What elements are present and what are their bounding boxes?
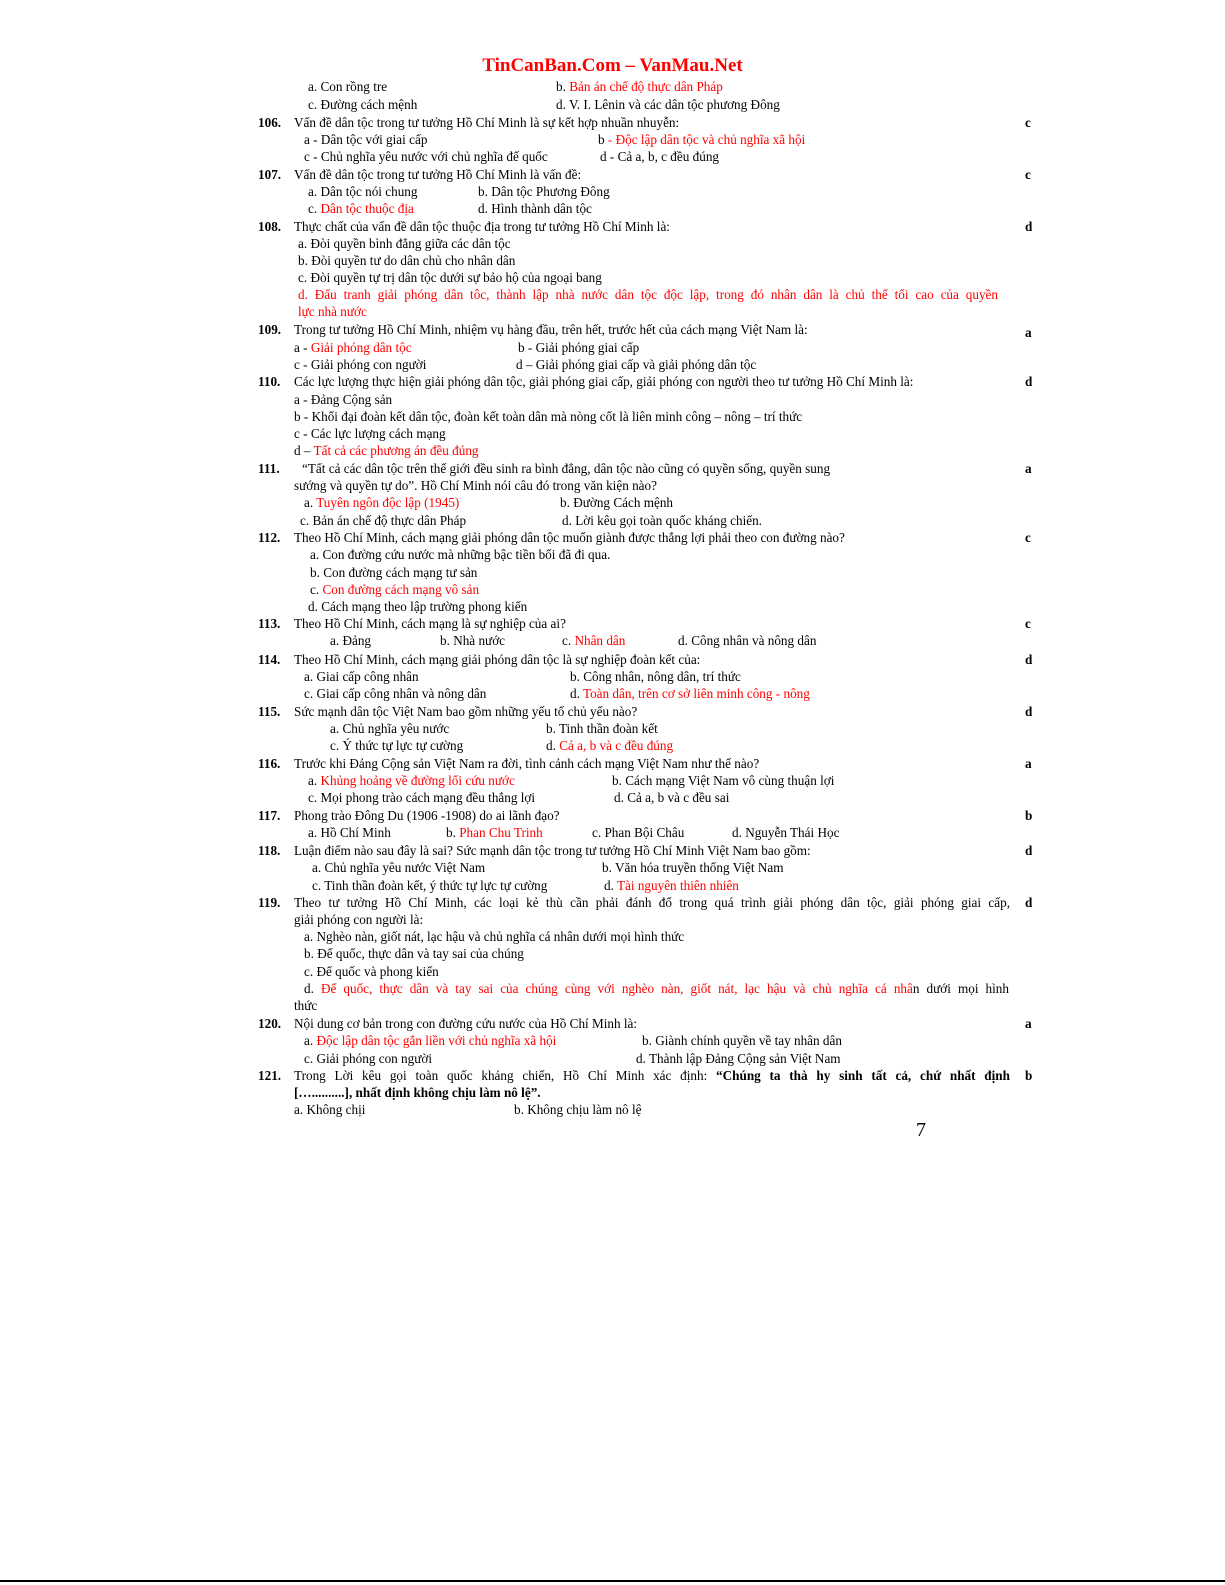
text-line-q121oa	[294, 1101, 365, 1118]
text-segment: Trong Lời kêu gọi toàn quốc kháng chiến, Hồ Chí Minh xác định:	[294, 1068, 717, 1083]
text-line-q111b	[294, 477, 657, 494]
text-segment: b. Cách mạng Việt Nam vô cùng thuận lợi	[612, 773, 835, 788]
text-line-q110c	[294, 425, 446, 442]
text-line-q120	[294, 1015, 637, 1032]
page-bottom-border	[0, 1580, 1225, 1582]
text-line-q111oc	[300, 512, 466, 529]
text-line-q106	[294, 114, 679, 131]
text-segment: c - Chủ nghĩa yêu nước với chủ nghĩa đế quốc	[304, 149, 548, 164]
text-segment: c.	[308, 201, 321, 216]
text-line-q106c	[304, 148, 548, 165]
text-line-q114b	[570, 668, 741, 685]
text-line-l1b	[556, 78, 723, 95]
text-line-q111oa	[304, 494, 459, 511]
text-line-q116	[294, 755, 759, 772]
text-line-q119oa	[304, 928, 684, 945]
text-segment: Các lực lượng thực hiện giải phóng dân tộc, giải phóng giai cấp, giải phóng con người theo tư tưởng Hồ Chí Minh là:	[294, 374, 914, 389]
answer-key: b	[1025, 1068, 1033, 1083]
text-segment: Theo tư tưởng Hồ Chí Minh, các loại kẻ thù cần phải đánh đổ trong quá trình giải phóng dân tộc, giải phóng giai cấp,	[294, 895, 1010, 910]
text-segment: a. Con rồng tre	[308, 79, 388, 94]
text-segment: c.	[562, 633, 575, 648]
text-segment: d. Hình thành dân tộc	[478, 201, 592, 216]
answer-key: c	[1025, 115, 1031, 130]
text-segment: a.	[304, 495, 317, 510]
text-segment: b. Dân tộc Phương Đông	[478, 184, 610, 199]
text-segment: b. Đòi quyền tư do dân chủ cho nhân dân	[298, 253, 516, 268]
question-number: 114.	[258, 652, 281, 667]
text-segment: d. Thành lập Đảng Cộng sản Việt Nam	[636, 1051, 841, 1066]
highlighted-answer: Độc lập dân tộc gắn liền với chủ nghĩa xã hội	[316, 1033, 557, 1048]
text-line-q120a	[304, 1032, 556, 1049]
answer-key: d	[1025, 704, 1033, 719]
highlighted-answer: Con đường cách mạng vô sản	[322, 582, 480, 597]
text-segment: a. Chủ nghĩa yêu nước Việt Nam	[312, 860, 486, 875]
text-line-q116a	[308, 772, 515, 789]
text-line-q113c	[562, 632, 625, 649]
answer-key: d	[1025, 843, 1033, 858]
text-segment: b. Công nhân, nông dân, trí thức	[570, 669, 741, 684]
text-line-q110d	[294, 442, 479, 459]
question-number: 112.	[258, 530, 281, 545]
answer-key: b	[1025, 808, 1033, 823]
text-segment: […..........], nhất định không chịu làm nô lệ”.	[294, 1085, 541, 1100]
text-segment: Nội dung cơ bản trong con đường cứu nước của Hồ Chí Minh là:	[294, 1016, 638, 1031]
question-number: 117.	[258, 808, 281, 823]
text-segment: Vấn đề dân tộc trong tư tưởng Hồ Chí Minh là vấn đề:	[294, 167, 582, 182]
text-segment: Theo Hồ Chí Minh, cách mạng giải phóng dân tộc là sự nghiệp đoàn kết của:	[294, 652, 701, 667]
text-segment: Luận điểm nào sau đây là sai? Sức mạnh dân tộc trong tư tưởng Hồ Chí Minh Việt Nam bao gồm:	[294, 843, 811, 858]
text-segment: a.	[304, 1033, 317, 1048]
text-segment: a. Chủ nghĩa yêu nước	[330, 721, 450, 736]
text-segment: b. Nhà nước	[440, 633, 506, 648]
question-number: 118.	[258, 843, 281, 858]
text-line-q114d	[570, 685, 810, 702]
text-line-q107c	[308, 200, 414, 217]
question-number: 111.	[258, 461, 280, 476]
text-line-q107a	[308, 183, 418, 200]
answer-key: a	[1025, 325, 1032, 340]
text-line-q120c	[304, 1050, 432, 1067]
text-line-q119ob	[304, 945, 524, 962]
text-segment: c. Đế quốc và phong kiến	[304, 964, 439, 979]
highlighted-answer: Tài nguyên thiên nhiên	[616, 878, 739, 893]
text-segment: b. Tinh thần đoàn kết	[546, 721, 658, 736]
text-line-q111ob	[560, 494, 673, 511]
text-segment: a. Không chịi	[294, 1102, 366, 1117]
text-segment: d.	[604, 878, 617, 893]
text-line-l2b	[556, 96, 780, 113]
text-line-q111	[302, 460, 830, 477]
text-line-q108a	[298, 235, 511, 252]
text-line-q117a	[308, 824, 391, 841]
text-line-q115b	[546, 720, 658, 737]
text-segment: d. Cách mạng theo lập trường phong kiến	[308, 599, 528, 614]
text-segment: c. Mọi phong trào cách mạng đều thắng lợi	[308, 790, 536, 805]
text-segment: b - Giải phóng giai cấp	[518, 340, 640, 355]
answer-key: d	[1025, 895, 1033, 910]
text-line-q110b	[294, 408, 802, 425]
text-line-q117c	[592, 824, 684, 841]
text-segment: d. Công nhân và nông dân	[678, 633, 817, 648]
highlighted-answer: Khủng hoảng về đường lối cứu nước	[320, 773, 515, 788]
text-line-q118d	[604, 877, 739, 894]
text-line-q119od2	[294, 997, 317, 1014]
text-segment: a - Dân tộc với giai cấp	[304, 132, 428, 147]
text-line-q112c	[310, 581, 479, 598]
text-line-l2	[308, 96, 417, 113]
text-segment: a - Đảng Cộng sản	[294, 392, 393, 407]
text-segment: c. Tinh thần đoàn kết, ý thức tự lực tự cường	[312, 878, 548, 893]
text-line-q115	[294, 703, 637, 720]
text-line-q109d	[516, 356, 756, 373]
text-line-q113	[294, 615, 566, 632]
text-segment: c.	[310, 582, 323, 597]
text-segment: b. Không chịu làm nô lệ	[514, 1102, 642, 1117]
text-line-q119od	[304, 980, 1009, 997]
text-line-q119	[294, 894, 1010, 911]
text-segment: d - Cả a, b, c đều đúng	[600, 149, 720, 164]
text-segment: Vấn đề dân tộc trong tư tưởng Hồ Chí Minh là sự kết hợp nhuần nhuyễn:	[294, 115, 680, 130]
answer-key: c	[1025, 616, 1031, 631]
text-segment: d. Lời kêu gọi toàn quốc kháng chiến.	[562, 513, 762, 528]
text-line-q110	[294, 373, 913, 390]
text-segment: Thực chất của vấn đề dân tộc thuộc địa trong tư tưởng Hồ Chí Minh là:	[294, 219, 670, 234]
text-line-q112	[294, 529, 845, 546]
text-segment: b. Văn hóa truyền thống Việt Nam	[602, 860, 784, 875]
text-line-q113b	[440, 632, 505, 649]
text-segment: c - Giải phóng con người	[294, 357, 427, 372]
highlighted-answer: Dân tộc thuộc địa	[320, 201, 414, 216]
highlighted-answer: Tất cả các phương án đều đúng	[313, 443, 479, 458]
text-segment: c. Giải phóng con người	[304, 1051, 433, 1066]
text-segment: sướng và quyền tự do”. Hồ Chí Minh nói câu đó trong văn kiện nào?	[294, 478, 657, 493]
text-segment: Theo Hồ Chí Minh, cách mạng là sự nghiệp của ai?	[294, 616, 566, 631]
text-line-q108	[294, 218, 670, 235]
text-line-q117	[294, 807, 560, 824]
question-number: 110.	[258, 374, 281, 389]
text-line-q116b	[612, 772, 834, 789]
text-segment: c. Bản án chế độ thực dân Pháp	[300, 513, 467, 528]
answer-key: d	[1025, 374, 1033, 389]
text-segment: Sức mạnh dân tộc Việt Nam bao gồm những yếu tố chủ yếu nào?	[294, 704, 638, 719]
text-segment: d.	[546, 738, 560, 753]
text-line-q107b	[478, 183, 610, 200]
text-line-q119b	[294, 911, 423, 928]
text-line-q109a	[294, 339, 412, 356]
question-number: 106.	[258, 115, 282, 130]
text-line-q114a	[304, 668, 419, 685]
text-segment: d. Cả a, b và c đều sai	[614, 790, 730, 805]
answer-key: a	[1025, 756, 1032, 771]
text-line-q120b	[642, 1032, 842, 1049]
text-segment: Trong tư tưởng Hồ Chí Minh, nhiệm vụ hàng đầu, trên hết, trước hết của cách mạng Việt Nam là:	[294, 322, 808, 337]
answer-key: a	[1025, 461, 1032, 476]
text-line-q114	[294, 651, 700, 668]
text-segment: thức	[294, 998, 318, 1013]
text-segment: d. V. I. Lênin và các dân tộc phương Đông	[556, 97, 780, 112]
text-line-q106b	[598, 131, 805, 148]
text-line-q118a	[312, 859, 485, 876]
text-segment: Theo Hồ Chí Minh, cách mạng giải phóng dân tộc muốn giành được thắng lợi phải theo con đường nào?	[294, 530, 845, 545]
text-line-q118c	[312, 877, 547, 894]
text-segment: b. Đế quốc, thực dân và tay sai của chúng	[304, 946, 524, 961]
highlighted-answer: Phan Chu Trinh	[459, 825, 543, 840]
highlighted-answer: Cả a, b và c đều đúng	[559, 738, 674, 753]
answer-key: c	[1025, 530, 1031, 545]
text-segment: a. Giai cấp công nhân	[304, 669, 419, 684]
text-line-q115d	[546, 737, 673, 754]
text-line-q117b	[446, 824, 543, 841]
text-segment: c. Đòi quyền tự trị dân tộc dưới sự bảo hộ của ngoại bang	[298, 270, 602, 285]
text-segment: d.	[304, 981, 321, 996]
text-segment: b.	[556, 79, 570, 94]
highlighted-answer: Giải phóng dân tộc	[310, 340, 412, 355]
text-segment: c. Ý thức tự lực tự cường	[330, 738, 464, 753]
text-segment: “Tất cả các dân tộc trên thế giới đều sinh ra bình đẳng, dân tộc nào cũng có quyền sống, quyền sung	[302, 461, 831, 476]
text-line-q109	[294, 321, 808, 338]
question-number: 109.	[258, 322, 282, 337]
text-segment: Trước khi Đảng Cộng sản Việt Nam ra đời, tình cảnh cách mạng Việt Nam như thế nào?	[294, 756, 760, 771]
text-segment: a. Đòi quyền bình đẳng giữa các dân tộc	[298, 236, 511, 251]
text-line-q117d	[732, 824, 839, 841]
text-segment: a. Nghèo nàn, giốt nát, lạc hậu và chủ nghĩa cá nhân dưới mọi hình thức	[304, 929, 685, 944]
highlighted-answer: Nhân dân	[574, 633, 626, 648]
answer-key: a	[1025, 1016, 1032, 1031]
text-line-q118	[294, 842, 811, 859]
text-segment: b.	[446, 825, 460, 840]
text-segment: c. Giai cấp công nhân và nông dân	[304, 686, 487, 701]
question-number: 120.	[258, 1016, 282, 1031]
text-line-q112a	[310, 546, 610, 563]
text-line-q106d	[600, 148, 719, 165]
highlighted-answer: Đế quốc, thực dân và tay sai của chúng cùng với nghèo nàn, giốt nát, lạc hậu và chủ nghĩa cá nhâ	[320, 981, 913, 996]
text-segment: a. Con đường cứu nước mà những bậc tiền bối đã đi qua.	[310, 547, 611, 562]
text-line-q108d2	[298, 303, 367, 320]
text-segment: c - Các lực lượng cách mạng	[294, 426, 446, 441]
text-line-q116c	[308, 789, 535, 806]
highlighted-answer: Toàn dân, trên cơ sở liên minh công - nông	[582, 686, 810, 701]
text-line-q112b	[310, 564, 477, 581]
highlighted-answer: Bản án chế độ thực dân Pháp	[569, 79, 723, 94]
answer-key: c	[1025, 167, 1031, 182]
text-line-q106a	[304, 131, 427, 148]
text-line-q107	[294, 166, 581, 183]
text-line-q114c	[304, 685, 486, 702]
text-line-q108d1	[298, 286, 998, 303]
text-line-q116d	[614, 789, 729, 806]
text-segment: a. Đảng	[330, 633, 372, 648]
text-line-q119oc	[304, 963, 439, 980]
text-line-q121ob	[514, 1101, 641, 1118]
text-segment: b. Giành chính quyền về tay nhân dân	[642, 1033, 842, 1048]
site-header: TinCanBan.Com – VanMau.Net	[482, 55, 743, 76]
question-number: 108.	[258, 219, 282, 234]
text-line-q120d	[636, 1050, 841, 1067]
question-number: 116.	[258, 756, 281, 771]
text-line-q121b	[294, 1084, 541, 1101]
text-line-q110a	[294, 391, 392, 408]
text-segment: a. Dân tộc nói chung	[308, 184, 418, 199]
answer-key: d	[1025, 652, 1033, 667]
text-line-q109b	[518, 339, 639, 356]
answer-key: d	[1025, 219, 1033, 234]
text-segment: n dưới mọi hình	[912, 981, 1009, 996]
text-line-q112d	[308, 598, 527, 615]
text-segment: d –	[294, 443, 314, 458]
text-segment: b - Khối đại đoàn kết dân tộc, đoàn kết toàn dân mà nòng cốt là liên minh công – nông – trí thức	[294, 409, 803, 424]
text-segment: b. Đường Cách mệnh	[560, 495, 674, 510]
text-line-q115c	[330, 737, 463, 754]
text-segment: a -	[294, 340, 311, 355]
text-segment: a.	[308, 773, 321, 788]
text-line-q121	[294, 1067, 1010, 1084]
text-segment: c. Đường cách mệnh	[308, 97, 418, 112]
question-number: 115.	[258, 704, 281, 719]
text-line-q108b	[298, 252, 515, 269]
text-segment: “Chúng ta thà hy sinh tất cả, chứ nhất định	[716, 1068, 1010, 1083]
text-line-q118b	[602, 859, 783, 876]
text-segment: a. Hồ Chí Minh	[308, 825, 391, 840]
text-segment: b. Con đường cách mạng tư sản	[310, 565, 478, 580]
text-line-q111od	[562, 512, 762, 529]
text-segment: d. Nguyễn Thái Học	[732, 825, 840, 840]
text-segment: b	[598, 132, 608, 147]
question-number: 119.	[258, 895, 281, 910]
highlighted-answer: d. Đấu tranh giải phóng dân tôc, thành lập nhà nước dân tộc độc lập, trong đó nhân dân là chủ thể tối cao của quyền	[298, 287, 998, 302]
highlighted-answer: lực nhà nước	[298, 304, 367, 319]
text-line-q107d	[478, 200, 592, 217]
text-segment: d.	[570, 686, 583, 701]
text-segment: giải phóng con người là:	[294, 912, 424, 927]
text-line-q115a	[330, 720, 449, 737]
text-line-q113d	[678, 632, 816, 649]
highlighted-answer: - Độc lập dân tộc và chủ nghĩa xã hội	[607, 132, 806, 147]
question-number: 121.	[258, 1068, 282, 1083]
text-line-q113a	[330, 632, 371, 649]
text-line-q109c	[294, 356, 426, 373]
text-line-q108c	[298, 269, 602, 286]
text-segment: d – Giải phóng giai cấp và giải phóng dân tộc	[516, 357, 757, 372]
highlighted-answer: Tuyên ngôn độc lập (1945)	[316, 495, 460, 510]
question-number: 107.	[258, 167, 282, 182]
question-number: 113.	[258, 616, 281, 631]
page-number: 7	[916, 1119, 926, 1141]
text-segment: c. Phan Bội Châu	[592, 825, 685, 840]
text-line-l1	[308, 78, 387, 95]
text-segment: Phong trào Đông Du (1906 -1908) do ai lãnh đạo?	[294, 808, 560, 823]
